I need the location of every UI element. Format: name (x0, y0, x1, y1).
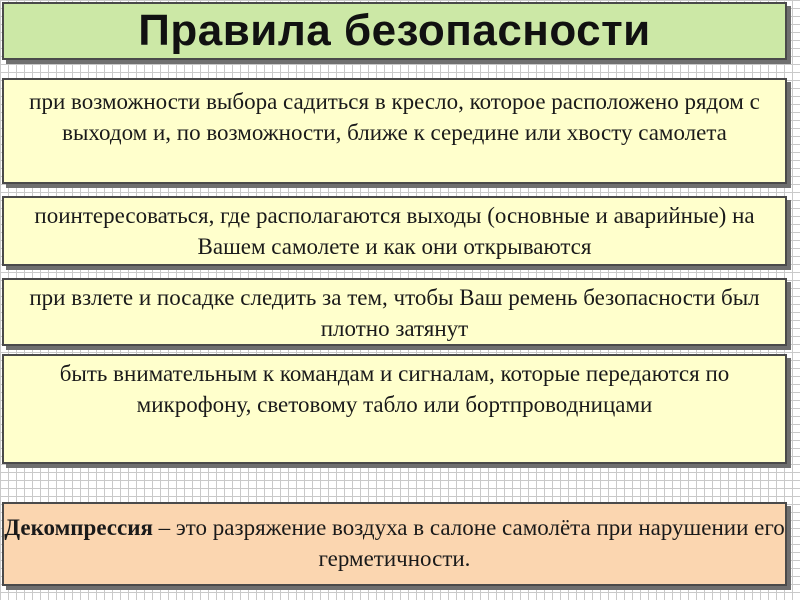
rule-text: при возможности выбора садиться в кресло, которое расположено рядом с выходом и, по возможности, ближе к середине или хвосту самолета (29, 89, 760, 145)
definition-text: – это разряжение воздуха в салоне самолёта при нарушении его герметичности. (152, 515, 785, 571)
rule-box-seat-choice (2, 78, 787, 184)
definition-box (2, 502, 787, 586)
rule-box-seatbelt (2, 278, 787, 346)
definition-term: Декомпрессия (4, 515, 153, 540)
title-banner (2, 2, 787, 60)
rule-text: быть внимательным к командам и сигналам, которые передаются по микрофону, световому табло или бортпроводницами (59, 361, 730, 417)
page-title: Правила безопасности (138, 6, 651, 55)
rule-text: при взлете и посадке следить за тем, чтобы Ваш ремень безопасности был плотно затянут (29, 285, 760, 341)
rule-text: поинтересоваться, где располагаются выходы (основные и аварийные) на Вашем самолете и как они открываются (34, 203, 755, 259)
rule-box-signals (2, 354, 787, 464)
rule-box-exits (2, 196, 787, 266)
